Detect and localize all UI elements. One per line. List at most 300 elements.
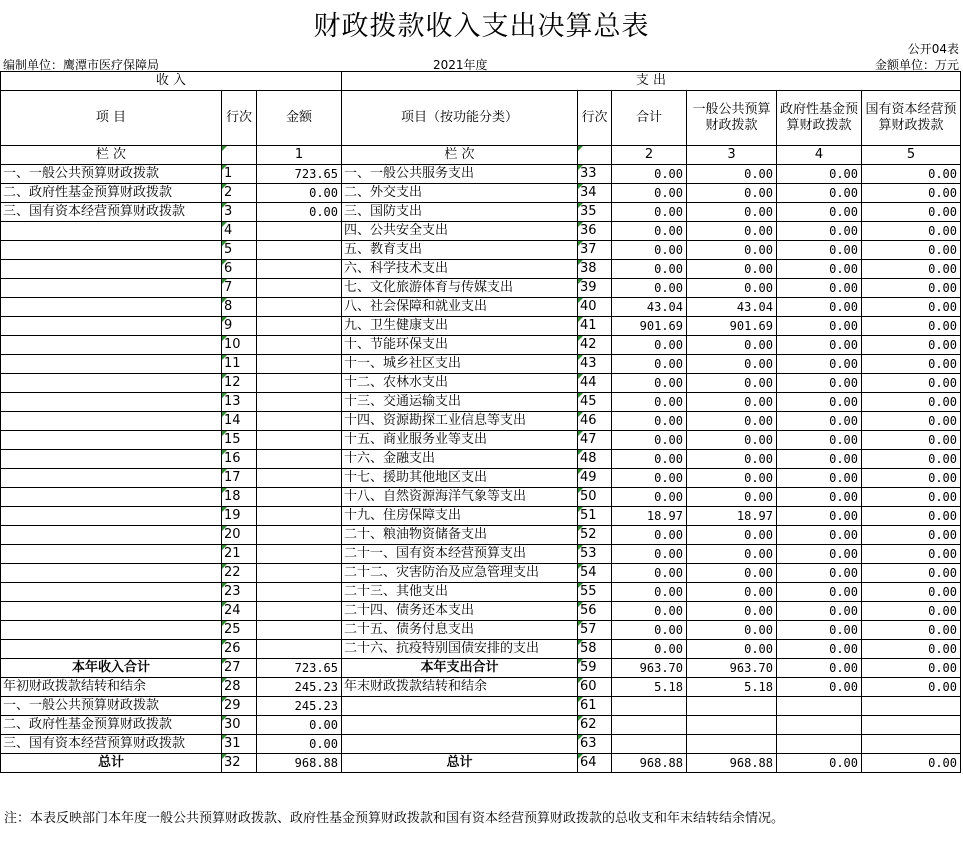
total-cell: 18.97: [612, 507, 687, 526]
section-header-row: [1, 72, 961, 91]
income-item-cell: [1, 450, 222, 469]
table-row: [1, 317, 961, 336]
general-budget-cell: 968.88: [687, 754, 777, 773]
gov-fund-cell: 0.00: [777, 336, 862, 355]
state-capital-cell: 0.00: [862, 203, 961, 222]
expense-row-no-cell: 53: [578, 545, 612, 564]
total-cell: 0.00: [612, 374, 687, 393]
state-capital-cell: 0.00: [862, 659, 961, 678]
total-cell: 5.18: [612, 678, 687, 697]
income-item-cell: [1, 222, 222, 241]
gov-fund-cell: 0.00: [777, 507, 862, 526]
gov-fund-cell: 0.00: [777, 659, 862, 678]
column-header-row: [1, 91, 961, 146]
expense-item-cell: [342, 716, 578, 735]
gov-fund-cell: 0.00: [777, 469, 862, 488]
income-item-cell: [1, 412, 222, 431]
income-row-no-cell: 14: [222, 412, 257, 431]
total-cell: 0.00: [612, 488, 687, 507]
expense-row-no-cell: 62: [578, 716, 612, 735]
total-cell: 0.00: [612, 469, 687, 488]
table-row: [1, 431, 961, 450]
form-code: 公开04表: [907, 42, 959, 56]
total-cell: 43.04: [612, 298, 687, 317]
expense-item-cell: 二十四、债务还本支出: [342, 602, 578, 621]
general-budget-cell: 0.00: [687, 374, 777, 393]
income-item-cell: 年初财政拨款结转和结余: [1, 678, 222, 697]
general-budget-cell: [687, 735, 777, 754]
state-capital-cell: 0.00: [862, 393, 961, 412]
income-item-cell: [1, 545, 222, 564]
expense-item-cell: 十九、住房保障支出: [342, 507, 578, 526]
expense-row-no-cell: 48: [578, 450, 612, 469]
income-amount-cell: [257, 355, 342, 374]
expense-item-cell: 十二、农林水支出: [342, 374, 578, 393]
table-row: [1, 621, 961, 640]
state-capital-cell: 0.00: [862, 602, 961, 621]
income-amount-cell: 0.00: [257, 716, 342, 735]
table-row: [1, 298, 961, 317]
income-amount-cell: 723.65: [257, 659, 342, 678]
income-item-cell: [1, 469, 222, 488]
income-item-cell: [1, 260, 222, 279]
gov-fund-cell: 0.00: [777, 279, 862, 298]
total-header: 合计: [612, 91, 687, 146]
compiling-unit: 编制单位：鹰潭市医疗保障局: [3, 58, 160, 72]
total-cell: [612, 716, 687, 735]
income-item-cell: [1, 241, 222, 260]
income-row-no-cell: 21: [222, 545, 257, 564]
gov-fund-cell: 0.00: [777, 564, 862, 583]
general-budget-cell: [687, 697, 777, 716]
income-item-cell: [1, 355, 222, 374]
table-row: [1, 545, 961, 564]
table-row: [1, 488, 961, 507]
income-row-no-cell: 25: [222, 621, 257, 640]
expense-item-cell: 二、外交支出: [342, 184, 578, 203]
expense-row-no-cell: 38: [578, 260, 612, 279]
income-item-cell: 三、国有资本经营预算财政拨款: [1, 735, 222, 754]
state-capital-cell: 0.00: [862, 564, 961, 583]
income-amount-cell: [257, 298, 342, 317]
income-row-no-cell: 27: [222, 659, 257, 678]
gov-fund-cell: 0.00: [777, 678, 862, 697]
general-budget-cell: 0.00: [687, 488, 777, 507]
total-cell: 0.00: [612, 279, 687, 298]
income-row-no-cell: 5: [222, 241, 257, 260]
state-capital-cell: 0.00: [862, 431, 961, 450]
income-row-no-cell: 11: [222, 355, 257, 374]
expense-item-cell: 十五、商业服务业等支出: [342, 431, 578, 450]
expense-item-cell: 二十、粮油物资储备支出: [342, 526, 578, 545]
income-row-no-cell: 32: [222, 754, 257, 773]
general-budget-cell: 0.00: [687, 602, 777, 621]
state-capital-cell: 0.00: [862, 222, 961, 241]
total-cell: 0.00: [612, 564, 687, 583]
income-amount-cell: [257, 602, 342, 621]
total-cell: 0.00: [612, 222, 687, 241]
income-amount-cell: [257, 583, 342, 602]
gov-fund-cell: 0.00: [777, 450, 862, 469]
income-item-cell: [1, 317, 222, 336]
income-item-cell: [1, 640, 222, 659]
state-capital-cell: 0.00: [862, 374, 961, 393]
table-row: [1, 279, 961, 298]
income-item-cell: 一、一般公共预算财政拨款: [1, 165, 222, 184]
income-amount-cell: [257, 640, 342, 659]
expense-column-label: 栏 次: [342, 146, 578, 165]
gov-fund-cell: [777, 735, 862, 754]
income-amount-cell: 245.23: [257, 678, 342, 697]
income-amount-cell: [257, 279, 342, 298]
income-row-no-cell: 1: [222, 165, 257, 184]
income-amount-cell: [257, 260, 342, 279]
general-budget-cell: 0.00: [687, 165, 777, 184]
expense-item-cell: 一、一般公共服务支出: [342, 165, 578, 184]
total-cell: [612, 697, 687, 716]
total-cell: 0.00: [612, 431, 687, 450]
income-amount-cell: [257, 450, 342, 469]
state-capital-cell: [862, 697, 961, 716]
general-budget-cell: 0.00: [687, 279, 777, 298]
total-cell: 0.00: [612, 526, 687, 545]
fiscal-year: 2021年度: [433, 58, 488, 72]
total-cell: 0.00: [612, 260, 687, 279]
state-capital-cell: 0.00: [862, 507, 961, 526]
state-capital-cell: 0.00: [862, 165, 961, 184]
expense-item-cell: 七、文化旅游体育与传媒支出: [342, 279, 578, 298]
income-item-cell: [1, 583, 222, 602]
total-cell: 0.00: [612, 450, 687, 469]
total-cell: 968.88: [612, 754, 687, 773]
income-item-cell: [1, 431, 222, 450]
expense-section-header: 支 出: [342, 72, 961, 91]
state-capital-cell: [862, 716, 961, 735]
table-row: [1, 374, 961, 393]
expense-row-no-cell: 63: [578, 735, 612, 754]
amount-unit: 金额单位：万元: [874, 58, 959, 72]
income-amount-cell: [257, 317, 342, 336]
gov-fund-cell: 0.00: [777, 488, 862, 507]
expense-item-cell: 十一、城乡社区支出: [342, 355, 578, 374]
expense-row-no-cell: 35: [578, 203, 612, 222]
income-row-no-cell: 4: [222, 222, 257, 241]
table-row: [1, 678, 961, 697]
column-number-2: 2: [612, 146, 687, 165]
gov-fund-cell: 0.00: [777, 583, 862, 602]
general-budget-cell: 0.00: [687, 640, 777, 659]
income-item-cell: [1, 621, 222, 640]
expense-row-no-cell: 61: [578, 697, 612, 716]
general-budget-cell: 0.00: [687, 526, 777, 545]
expense-item-cell: 二十三、其他支出: [342, 583, 578, 602]
expense-item-cell: 十四、资源勘探工业信息等支出: [342, 412, 578, 431]
general-budget-cell: 0.00: [687, 184, 777, 203]
income-amount-cell: [257, 393, 342, 412]
expense-row-no-cell: 56: [578, 602, 612, 621]
state-capital-cell: 0.00: [862, 184, 961, 203]
income-amount-cell: 723.65: [257, 165, 342, 184]
state-capital-cell: 0.00: [862, 583, 961, 602]
total-cell: 0.00: [612, 184, 687, 203]
gov-fund-header: 政府性基金预算财政拨款: [777, 91, 862, 146]
state-capital-header: 国有资本经营预算财政拨款: [862, 91, 961, 146]
gov-fund-cell: 0.00: [777, 184, 862, 203]
expense-item-cell: 十六、金融支出: [342, 450, 578, 469]
income-row-no-cell: 23: [222, 583, 257, 602]
table-row: [1, 716, 961, 735]
state-capital-cell: 0.00: [862, 469, 961, 488]
income-item-cell: [1, 507, 222, 526]
table-row: [1, 564, 961, 583]
expense-item-cell: 九、卫生健康支出: [342, 317, 578, 336]
table-row: [1, 222, 961, 241]
expense-row-no-cell: 46: [578, 412, 612, 431]
expense-item-cell: 十八、自然资源海洋气象等支出: [342, 488, 578, 507]
income-amount-cell: [257, 374, 342, 393]
income-amount-cell: [257, 564, 342, 583]
income-row-no-cell: 8: [222, 298, 257, 317]
state-capital-cell: 0.00: [862, 279, 961, 298]
general-budget-cell: 0.00: [687, 336, 777, 355]
income-amount-cell: [257, 241, 342, 260]
general-budget-cell: 0.00: [687, 412, 777, 431]
total-cell: 0.00: [612, 602, 687, 621]
income-row-no-cell: 9: [222, 317, 257, 336]
general-budget-cell: 0.00: [687, 260, 777, 279]
expense-item-header: 项目（按功能分类）: [342, 91, 578, 146]
income-item-cell: [1, 393, 222, 412]
income-row-no-cell: 12: [222, 374, 257, 393]
state-capital-cell: 0.00: [862, 260, 961, 279]
budget-summary-table: [0, 71, 961, 773]
expense-row-no-cell: 52: [578, 526, 612, 545]
income-row-no-cell: 2: [222, 184, 257, 203]
table-row: [1, 165, 961, 184]
income-row-no-cell: 29: [222, 697, 257, 716]
income-amount-cell: [257, 488, 342, 507]
income-row-no-cell: 22: [222, 564, 257, 583]
gov-fund-cell: 0.00: [777, 355, 862, 374]
general-budget-cell: 901.69: [687, 317, 777, 336]
income-row-no-cell: 15: [222, 431, 257, 450]
general-budget-cell: 0.00: [687, 431, 777, 450]
income-row-no-cell: 10: [222, 336, 257, 355]
gov-fund-cell: 0.00: [777, 754, 862, 773]
empty-cell: [578, 146, 612, 165]
state-capital-cell: 0.00: [862, 545, 961, 564]
income-item-header: 项 目: [1, 91, 222, 146]
gov-fund-cell: 0.00: [777, 393, 862, 412]
general-budget-cell: 0.00: [687, 393, 777, 412]
general-budget-cell: 0.00: [687, 241, 777, 260]
table-row: [1, 659, 961, 678]
income-row-no-cell: 31: [222, 735, 257, 754]
total-cell: 901.69: [612, 317, 687, 336]
general-budget-cell: 0.00: [687, 203, 777, 222]
total-cell: 0.00: [612, 621, 687, 640]
general-budget-cell: [687, 716, 777, 735]
expense-row-no-cell: 42: [578, 336, 612, 355]
expense-item-cell: 二十六、抗疫特别国债安排的支出: [342, 640, 578, 659]
state-capital-cell: 0.00: [862, 450, 961, 469]
gov-fund-cell: 0.00: [777, 203, 862, 222]
gov-fund-cell: 0.00: [777, 165, 862, 184]
total-cell: 0.00: [612, 545, 687, 564]
income-item-cell: [1, 298, 222, 317]
income-item-cell: 一、一般公共预算财政拨款: [1, 697, 222, 716]
expense-item-cell: 三、国防支出: [342, 203, 578, 222]
state-capital-cell: 0.00: [862, 754, 961, 773]
expense-item-cell: 二十二、灾害防治及应急管理支出: [342, 564, 578, 583]
income-item-cell: [1, 374, 222, 393]
income-amount-cell: 0.00: [257, 735, 342, 754]
gov-fund-cell: 0.00: [777, 640, 862, 659]
expense-item-cell: 四、公共安全支出: [342, 222, 578, 241]
total-cell: 0.00: [612, 583, 687, 602]
expense-row-no-cell: 49: [578, 469, 612, 488]
state-capital-cell: 0.00: [862, 621, 961, 640]
table-row: [1, 735, 961, 754]
income-row-no-cell: 3: [222, 203, 257, 222]
income-item-cell: [1, 488, 222, 507]
expense-row-no-cell: 60: [578, 678, 612, 697]
gov-fund-cell: 0.00: [777, 602, 862, 621]
general-budget-cell: 0.00: [687, 355, 777, 374]
column-number-4: 4: [777, 146, 862, 165]
income-row-no-cell: 19: [222, 507, 257, 526]
state-capital-cell: 0.00: [862, 298, 961, 317]
income-section-header: 收 入: [1, 72, 342, 91]
table-row: [1, 602, 961, 621]
expense-row-no-cell: 57: [578, 621, 612, 640]
gov-fund-cell: 0.00: [777, 374, 862, 393]
expense-item-cell: 六、科学技术支出: [342, 260, 578, 279]
income-amount-cell: [257, 469, 342, 488]
general-budget-cell: 0.00: [687, 545, 777, 564]
expense-row-no-cell: 59: [578, 659, 612, 678]
total-cell: 0.00: [612, 355, 687, 374]
gov-fund-cell: 0.00: [777, 412, 862, 431]
expense-row-no-cell: 36: [578, 222, 612, 241]
general-budget-cell: 0.00: [687, 621, 777, 640]
gov-fund-cell: [777, 697, 862, 716]
general-budget-cell: 5.18: [687, 678, 777, 697]
expense-row-no-cell: 47: [578, 431, 612, 450]
state-capital-cell: 0.00: [862, 336, 961, 355]
income-row-no-cell: 18: [222, 488, 257, 507]
gov-fund-cell: 0.00: [777, 545, 862, 564]
table-row: [1, 450, 961, 469]
income-amount-cell: [257, 412, 342, 431]
expense-row-no-cell: 64: [578, 754, 612, 773]
column-number-5: 5: [862, 146, 961, 165]
table-row: [1, 203, 961, 222]
expense-row-no-cell: 41: [578, 317, 612, 336]
expense-item-cell: 二十一、国有资本经营预算支出: [342, 545, 578, 564]
state-capital-cell: [862, 735, 961, 754]
income-amount-cell: 968.88: [257, 754, 342, 773]
expense-row-no-cell: 51: [578, 507, 612, 526]
expense-row-no-cell: 37: [578, 241, 612, 260]
table-row: [1, 184, 961, 203]
income-item-cell: [1, 602, 222, 621]
income-amount-cell: [257, 431, 342, 450]
expense-row-no-cell: 43: [578, 355, 612, 374]
total-cell: [612, 735, 687, 754]
income-amount-cell: [257, 222, 342, 241]
income-item-cell: 本年收入合计: [1, 659, 222, 678]
income-row-no-cell: 30: [222, 716, 257, 735]
general-budget-cell: 0.00: [687, 469, 777, 488]
page-title: 财政拨款收入支出决算总表: [313, 11, 650, 42]
expense-row-no-cell: 45: [578, 393, 612, 412]
total-cell: 963.70: [612, 659, 687, 678]
table-row: [1, 469, 961, 488]
expense-row-no-header: 行次: [578, 91, 612, 146]
gov-fund-cell: 0.00: [777, 317, 862, 336]
expense-row-no-cell: 33: [578, 165, 612, 184]
gov-fund-cell: 0.00: [777, 260, 862, 279]
total-cell: 0.00: [612, 412, 687, 431]
income-item-cell: [1, 526, 222, 545]
income-row-no-cell: 16: [222, 450, 257, 469]
income-column-label: 栏 次: [1, 146, 222, 165]
state-capital-cell: 0.00: [862, 488, 961, 507]
expense-item-cell: 十三、交通运输支出: [342, 393, 578, 412]
table-row: [1, 336, 961, 355]
table-row: [1, 754, 961, 773]
income-amount-cell: [257, 526, 342, 545]
general-budget-header: 一般公共预算财政拨款: [687, 91, 777, 146]
income-item-cell: 三、国有资本经营预算财政拨款: [1, 203, 222, 222]
general-budget-cell: 0.00: [687, 564, 777, 583]
table-row: [1, 260, 961, 279]
table-row: [1, 526, 961, 545]
expense-row-no-cell: 54: [578, 564, 612, 583]
empty-cell: [222, 146, 257, 165]
total-cell: 0.00: [612, 336, 687, 355]
table-row: [1, 393, 961, 412]
expense-row-no-cell: 34: [578, 184, 612, 203]
income-row-no-cell: 6: [222, 260, 257, 279]
income-item-cell: [1, 564, 222, 583]
column-number-3: 3: [687, 146, 777, 165]
expense-row-no-cell: 39: [578, 279, 612, 298]
general-budget-cell: 0.00: [687, 222, 777, 241]
expense-item-cell: 本年支出合计: [342, 659, 578, 678]
expense-item-cell: 二十五、债务付息支出: [342, 621, 578, 640]
income-amount-cell: 245.23: [257, 697, 342, 716]
state-capital-cell: 0.00: [862, 241, 961, 260]
total-cell: 0.00: [612, 165, 687, 184]
expense-item-cell: 八、社会保障和就业支出: [342, 298, 578, 317]
state-capital-cell: 0.00: [862, 412, 961, 431]
column-number-1: 1: [257, 146, 342, 165]
expense-row-no-cell: 58: [578, 640, 612, 659]
income-row-no-cell: 13: [222, 393, 257, 412]
general-budget-cell: 18.97: [687, 507, 777, 526]
gov-fund-cell: 0.00: [777, 526, 862, 545]
general-budget-cell: 0.00: [687, 583, 777, 602]
income-item-cell: [1, 279, 222, 298]
total-cell: 0.00: [612, 241, 687, 260]
gov-fund-cell: 0.00: [777, 621, 862, 640]
expense-item-cell: 十、节能环保支出: [342, 336, 578, 355]
state-capital-cell: 0.00: [862, 640, 961, 659]
income-amount-cell: 0.00: [257, 184, 342, 203]
expense-item-cell: 五、教育支出: [342, 241, 578, 260]
